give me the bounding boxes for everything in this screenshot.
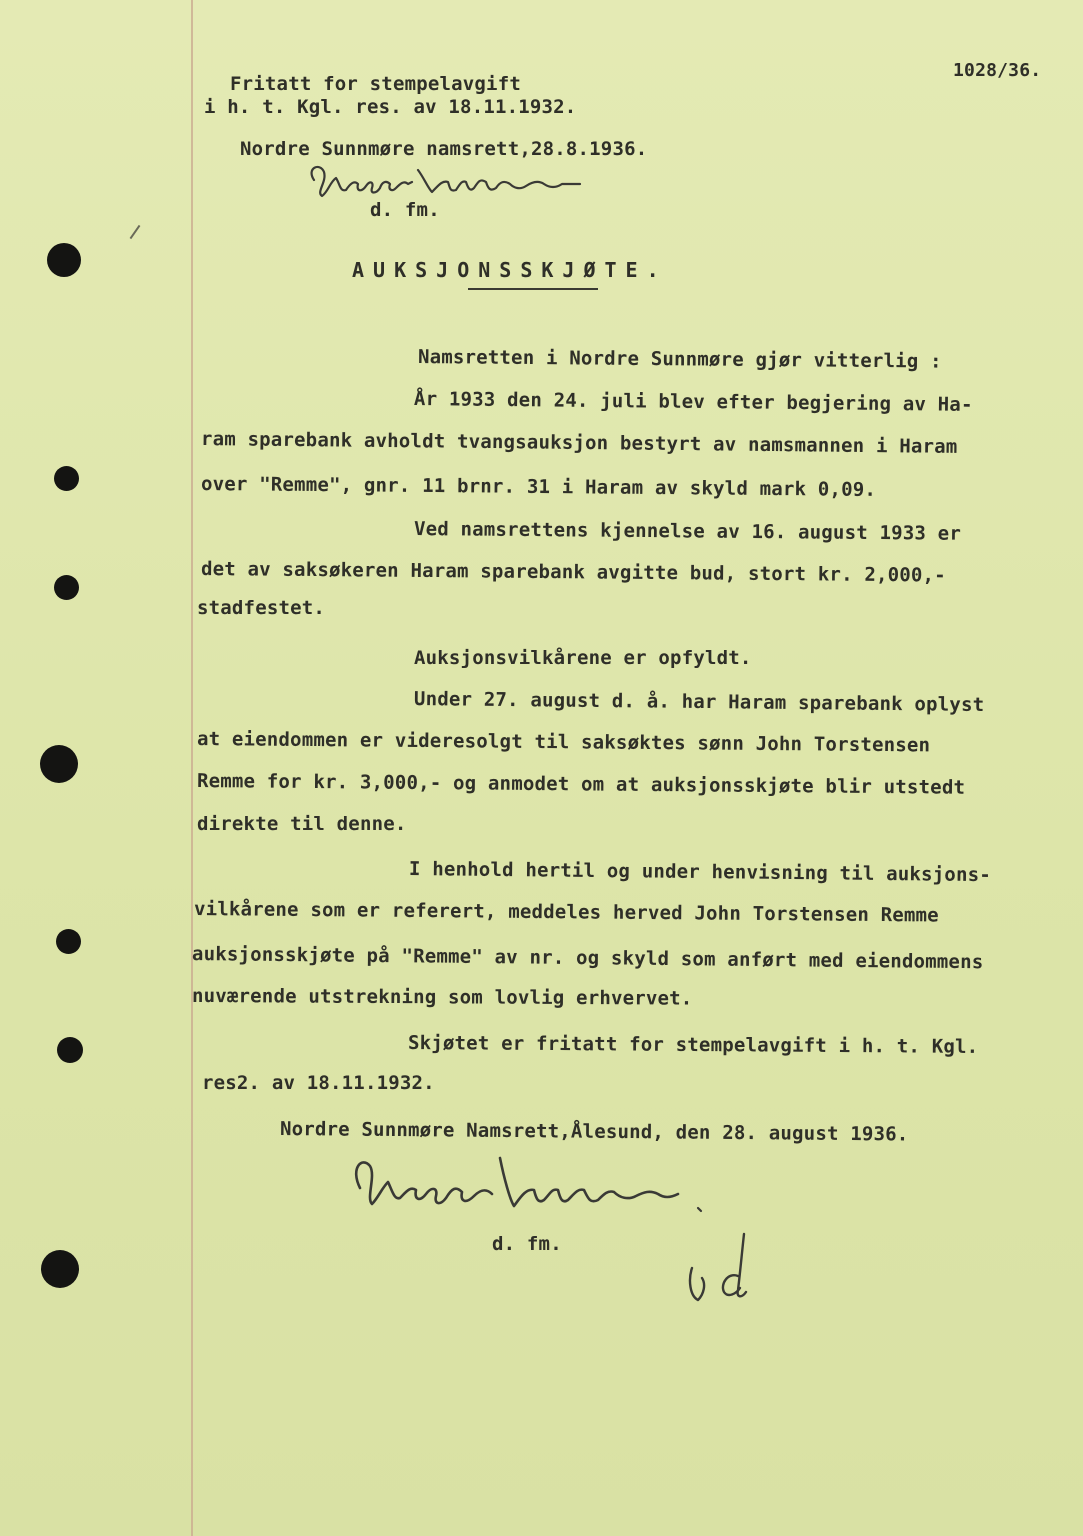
- document-number: 1028/36.: [953, 60, 1042, 81]
- body-line: auksjonsskjøte på "Remme" av nr. og skyld som anført med eiendommens: [191, 943, 984, 974]
- initials-mark: [680, 1228, 790, 1308]
- body-line: Remme for kr. 3,000,- og anmodet om at auksjonsskjøte blir utstedt: [196, 770, 966, 799]
- title-underline: [468, 288, 598, 290]
- binder-hole: [40, 745, 78, 783]
- body-line: stadfestet.: [197, 597, 326, 619]
- footer-signature-abbreviation: d. fm.: [492, 1233, 562, 1255]
- place-date-line: Nordre Sunnmøre Namsrett,Ålesund, den 28. august 1936.: [279, 1118, 909, 1146]
- body-line: over "Remme", gnr. 11 brnr. 31 i Haram av skyld mark 0,09.: [200, 473, 877, 501]
- margin-rule: [191, 0, 193, 1536]
- document-title: AUKSJONSSKJØTE.: [352, 258, 668, 282]
- binder-hole: [47, 243, 81, 277]
- footer-signature: [340, 1148, 720, 1228]
- header-signature: [300, 158, 600, 208]
- body-line: nuværende utstrekning som lovlig erhvervet.: [191, 985, 693, 1010]
- body-line: Auksjonsvilkårene er opfyldt.: [414, 647, 752, 669]
- body-line: Namsretten i Nordre Sunnmøre gjør vitterlig :: [417, 346, 942, 373]
- stamp-exemption-line1: Fritatt for stempelavgift: [230, 73, 521, 95]
- binder-hole: [54, 575, 79, 600]
- binder-hole: [56, 929, 81, 954]
- body-line: Ved namsrettens kjennelse av 16. august 1933 er: [413, 518, 962, 545]
- body-line: vilkårene som er referert, meddeles herved John Torstensen Remme: [193, 898, 939, 927]
- body-line: Under 27. august d. å. har Haram sparebank oplyst: [413, 688, 985, 716]
- binder-hole: [54, 466, 79, 491]
- body-line: at eiendommen er videresolgt til saksøktes sønn John Torstensen: [196, 728, 931, 757]
- body-line: res2. av 18.11.1932.: [202, 1072, 435, 1094]
- body-line: Skjøtet er fritatt for stempelavgift i h. t. Kgl.: [407, 1032, 979, 1058]
- body-line: I henhold hertil og under henvisning til auksjons-: [408, 858, 992, 887]
- body-line: det av saksøkeren Haram sparebank avgitte bud, stort kr. 2,000,-: [200, 558, 946, 587]
- pencil-mark: [130, 225, 141, 239]
- body-line: ram sparebank avholdt tvangsauksjon bestyrt av namsmannen i Haram: [200, 428, 958, 458]
- binder-hole: [57, 1037, 83, 1063]
- court-date-line: Nordre Sunnmøre namsrett,28.8.1936.: [240, 138, 648, 160]
- binder-hole: [41, 1250, 79, 1288]
- stamp-exemption-line2: i h. t. Kgl. res. av 18.11.1932.: [204, 96, 577, 118]
- signature-abbreviation: d. fm.: [370, 199, 440, 221]
- body-line: direkte til denne.: [197, 813, 407, 835]
- body-line: År 1933 den 24. juli blev efter begjering av Ha-: [413, 388, 973, 416]
